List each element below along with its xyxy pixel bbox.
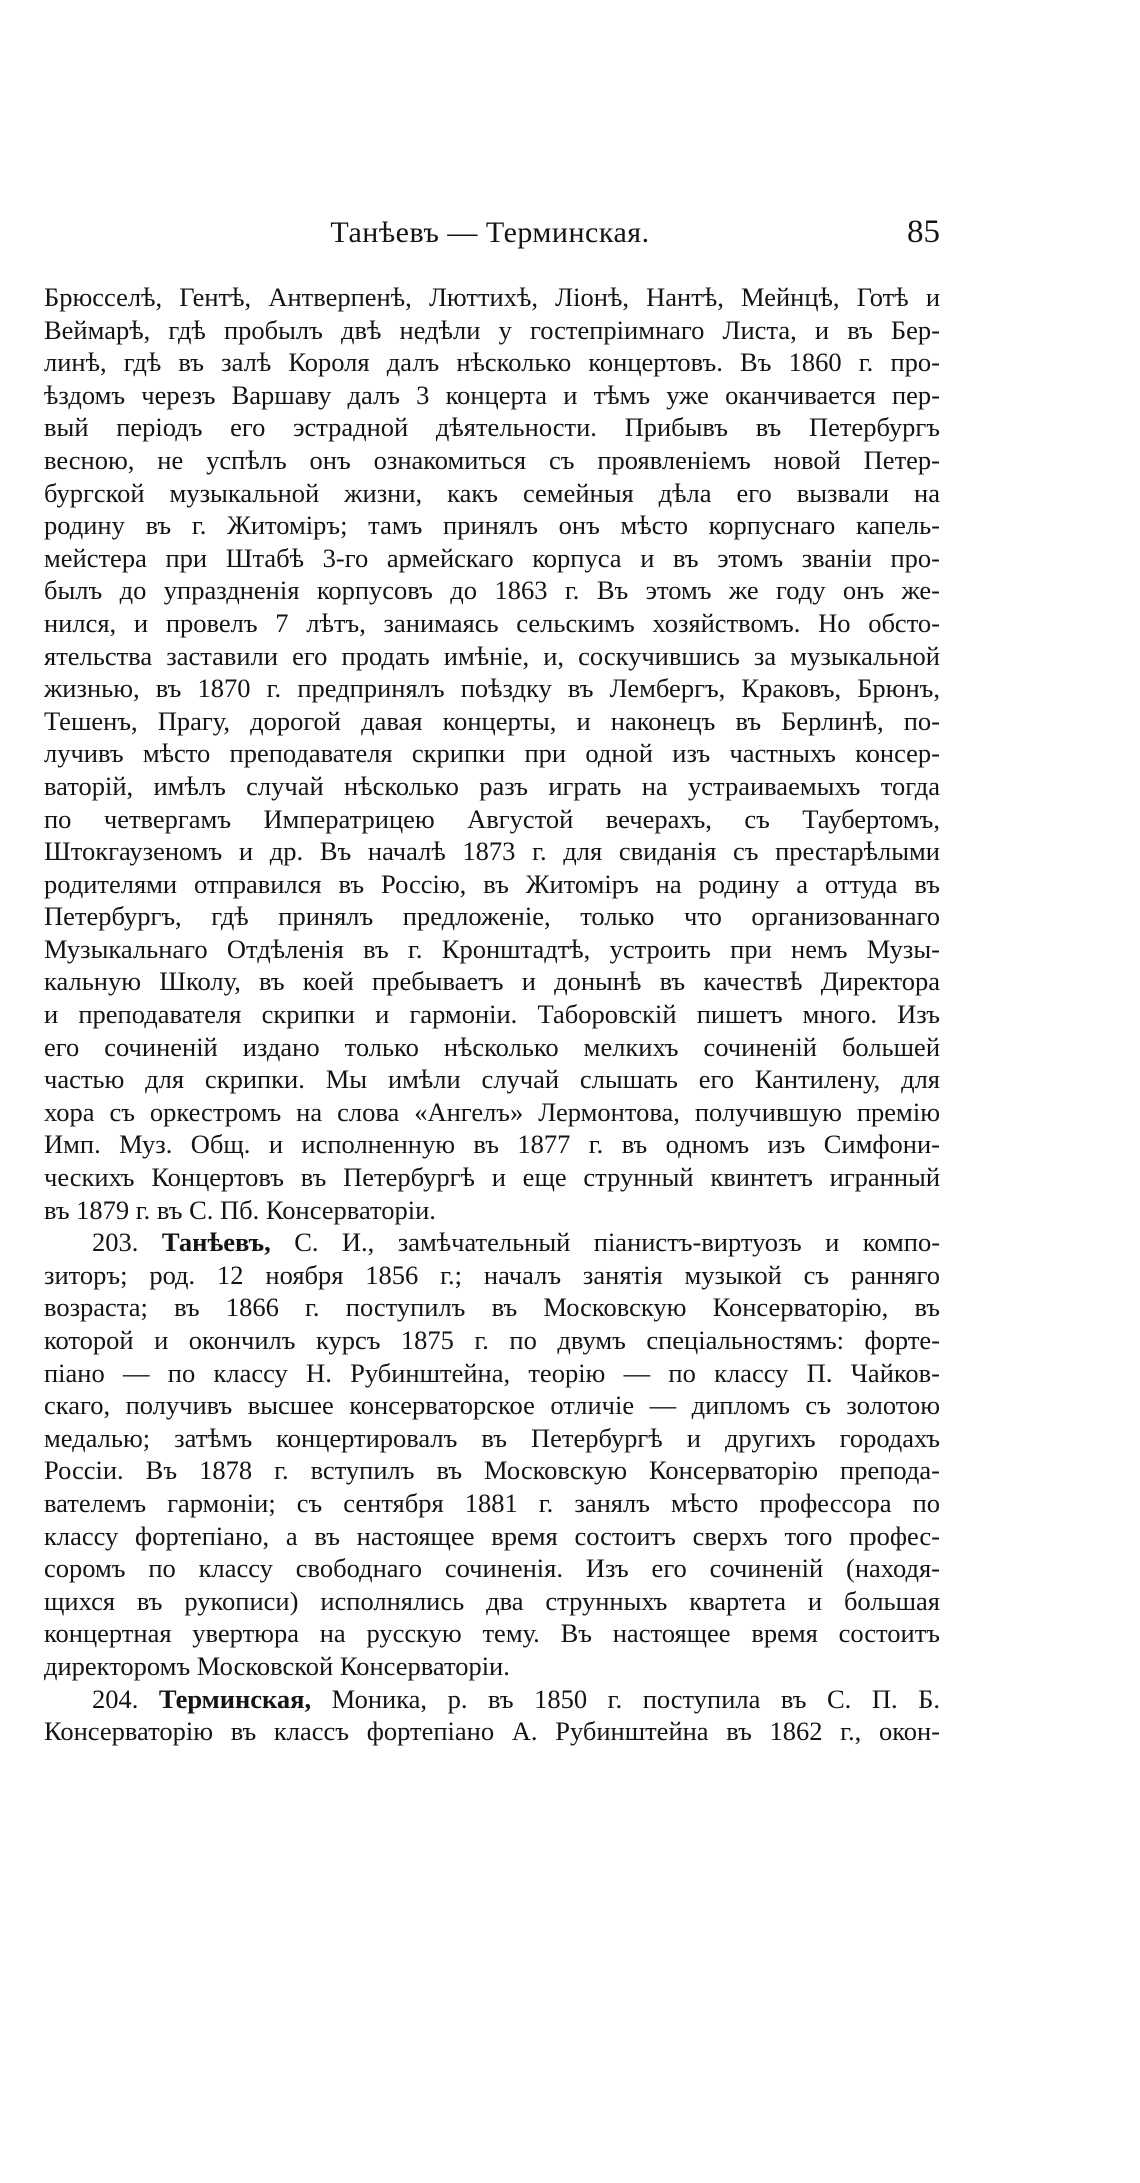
text-line: былъ до упраздненія корпусовъ до 1863 г. Въ этомъ же году онъ же- [44,575,940,606]
text-line: Штокгаузеномъ и др. Въ началѣ 1873 г. для свиданія съ престарѣлыми [44,836,940,867]
entry-203-text: С. И., замѣчательный піанистъ-виртуозъ и компо- [294,1227,941,1258]
text-line: Россіи. Въ 1878 г. вступилъ въ Московскую Консерваторію препода- [44,1455,940,1486]
text-line: по четвергамъ Императрицею Августой вечерахъ, съ Таубертомъ, [44,803,940,834]
text-line: ятельства заставили его продать имѣніе, и, соскучившись за музыкальной [44,640,940,671]
entry-204-text: Моника, р. въ 1850 г. поступила въ С. П. Б. [331,1683,940,1714]
text-line: его сочиненій издано только нѣсколько мелкихъ сочиненій большей [44,1031,940,1062]
text-line: весною, не успѣлъ онъ ознакомиться съ проявленіемъ новой Петер- [44,444,940,475]
text-line: ческихъ Концертовъ въ Петербургѣ и еще струнный квинтетъ игранный [44,1162,940,1193]
text-line: кальную Школу, въ коей пребываетъ и донынѣ въ качествѣ Директора [44,966,940,997]
running-head [40,216,940,260]
text-line: медалью; затѣмъ концертировалъ въ Петербургѣ и другихъ городахъ [44,1422,940,1453]
entry-203-number: 203. [92,1227,139,1258]
text-line: скаго, получивъ высшее консерваторское отличіе — дипломъ съ золотою [44,1390,940,1421]
text-line: жизнью, въ 1870 г. предпринялъ поѣздку въ Лембергъ, Краковъ, Брюнъ, [44,673,940,704]
text-line: мейстера при Штабѣ 3-го армейскаго корпуса и въ этомъ званіи про- [44,542,940,573]
entry-203-name: Танѣевъ, [161,1227,271,1258]
text-line: хора съ оркестромъ на слова «Ангелъ» Лермонтова, получившую премію [44,1096,940,1127]
text-line: ваторій, имѣлъ случай нѣсколько разъ играть на устраиваемыхъ тогда [44,770,940,801]
entry-204-heading-line [44,1683,940,1716]
text-line: концертная увертюра на русскую тему. Въ настоящее время состоитъ [44,1618,940,1649]
text-line: которой и окончилъ курсъ 1875 г. по двумъ спеціальностямъ: форте- [44,1325,940,1355]
text-line: лучивъ мѣсто преподавателя скрипки при одной изъ частныхъ консер- [44,738,940,769]
text-line: Имп. Муз. Общ. и исполненную въ 1877 г. въ одномъ изъ Симфони- [44,1129,940,1160]
text-line: возраста; въ 1866 г. поступилъ въ Московскую Консерваторію, въ [44,1292,940,1323]
text-line: бургской музыкальной жизни, какъ семейныя дѣла его вызвали на [44,477,940,508]
text-line: Петербургъ, гдѣ принялъ предложеніе, только что организованнаго [44,901,940,932]
text-line: вый періодъ его эстрадной дѣятельности. Прибывъ въ Петербургъ [44,412,940,443]
text-line: Тешенъ, Прагу, дорогой давая концерты, и наконецъ въ Берлинѣ, по- [44,705,940,736]
text-line: соромъ по классу свободнаго сочиненія. Изъ его сочиненій (находя- [44,1553,940,1584]
entry-203-heading-line [44,1226,940,1259]
text-line: классу фортепіано, а въ настоящее время состоитъ сверхъ того профес- [44,1520,940,1551]
body-text [44,281,940,1748]
page-number: 85 [907,214,940,250]
text-line: вателемъ гармоніи; съ сентября 1881 г. занялъ мѣсто профессора по [44,1487,940,1518]
entry-204-number: 204. [92,1683,139,1714]
text-line: Музыкальнаго Отдѣленія въ г. Кронштадтѣ, устроить при немъ Музы- [44,933,940,964]
text-line: Брюсселѣ, Гентѣ, Антверпенѣ, Люттихѣ, Ліонѣ, Нантѣ, Мейнцѣ, Готѣ и [44,282,940,312]
text-line: линѣ, гдѣ въ залѣ Короля далъ нѣсколько концертовъ. Въ 1860 г. про- [44,347,940,378]
text-line: родителями отправился въ Россію, въ Житоміръ на родину а оттуда въ [44,868,940,899]
text-line: директоромъ Московской Консерваторіи. [44,1650,510,1681]
text-line: и преподавателя скрипки и гармоніи. Таборовскій пишетъ много. Изъ [44,999,940,1030]
text-line: Веймарѣ, гдѣ пробылъ двѣ недѣли у гостепріимнаго Листа, и въ Бер- [44,314,940,345]
text-line: родину въ г. Житоміръ; тамъ принялъ онъ мѣсто корпуснаго капель- [44,510,940,541]
text-line: нился, и провелъ 7 лѣтъ, занимаясь сельскимъ хозяйствомъ. Но обсто- [44,607,940,638]
running-title: Танѣевъ — Терминская. [330,216,650,249]
text-line: зиторъ; род. 12 ноября 1856 г.; началъ занятія музыкой съ ранняго [44,1259,940,1290]
text-line: въ 1879 г. въ С. Пб. Консерваторіи. [44,1194,436,1225]
text-line: Консерваторію въ классъ фортепіано А. Рубинштейна въ 1862 г., окон- [44,1716,940,1747]
text-line: частью для скрипки. Мы имѣли случай слышать его Кантилену, для [44,1064,940,1095]
entry-204-name: Терминская, [158,1683,312,1714]
text-line: ѣздомъ черезъ Варшаву далъ 3 концерта и тѣмъ уже оканчивается пер- [44,379,940,410]
text-line: піано — по классу Н. Рубинштейна, теорію — по классу П. Чайков- [44,1357,940,1388]
text-line: щихся въ рукописи) исполнялись два струнныхъ квартета и большая [44,1585,940,1616]
